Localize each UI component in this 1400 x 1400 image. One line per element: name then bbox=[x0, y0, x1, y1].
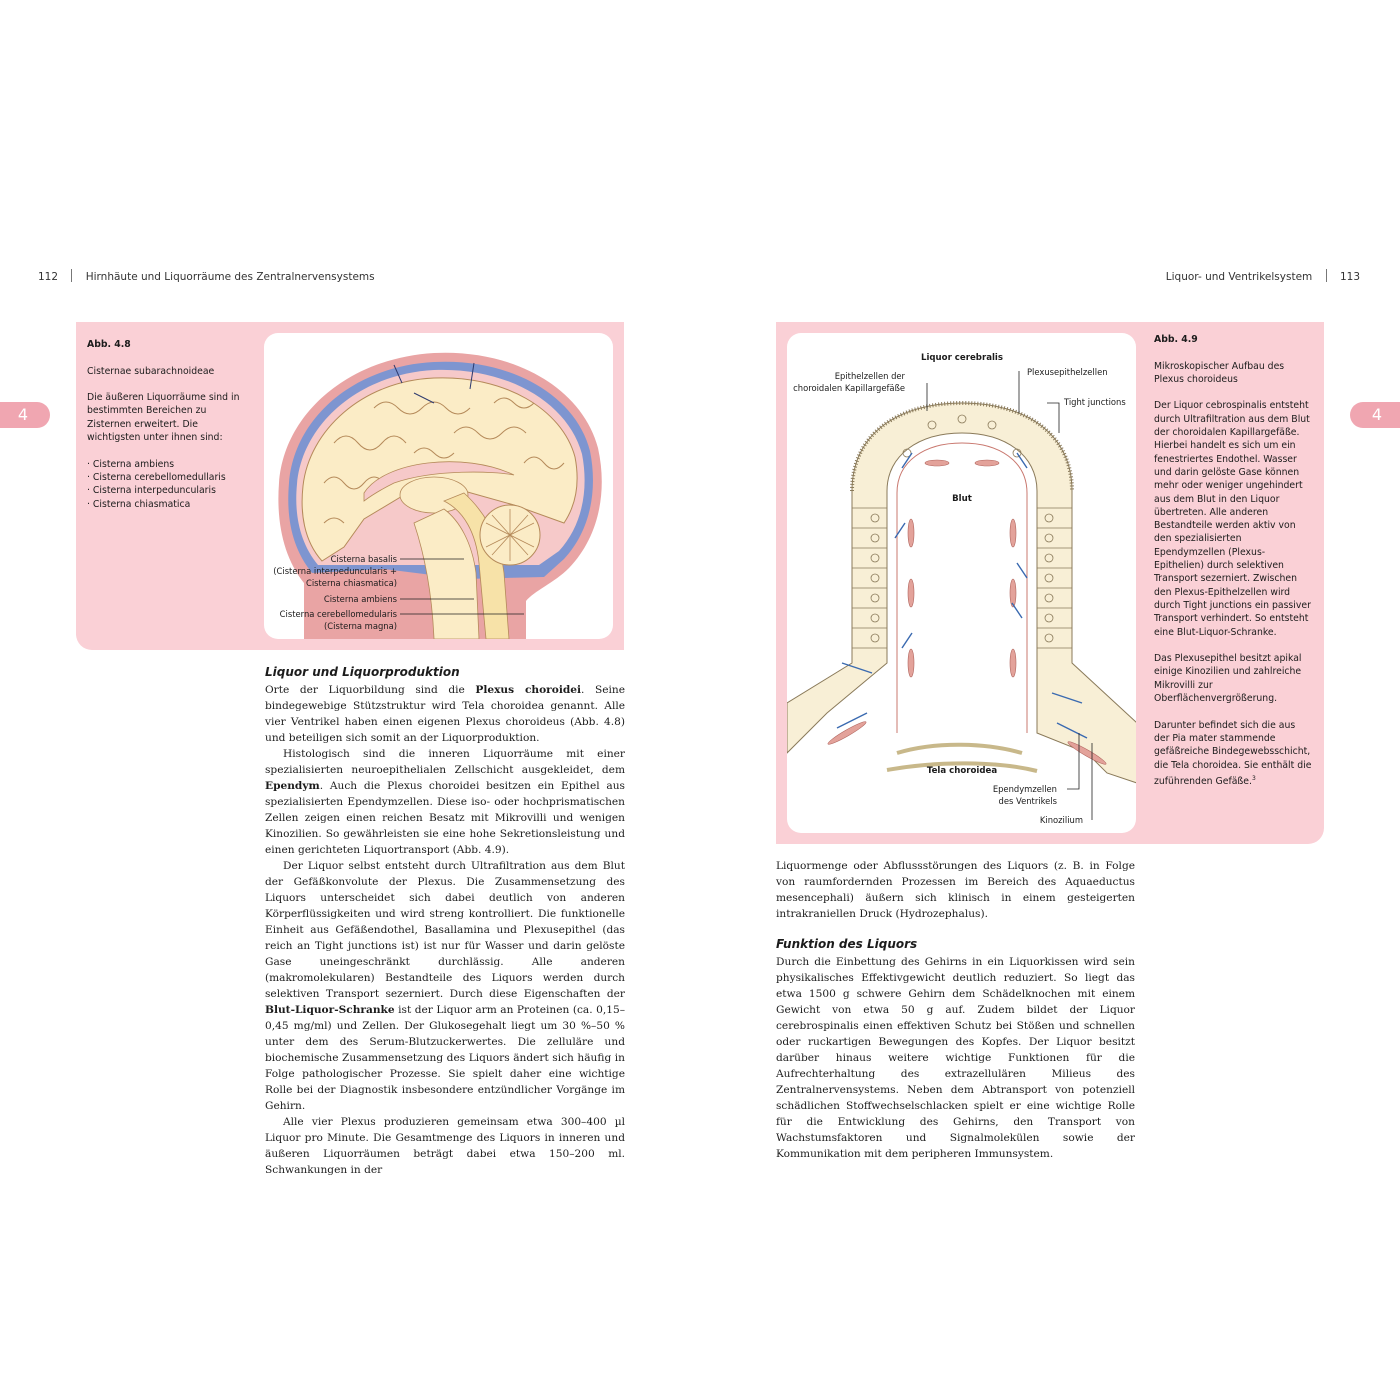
figure-title: Cisternae subarachnoideae bbox=[87, 365, 215, 377]
text-run: Der Liquor selbst entsteht durch Ultrafiltration aus dem Blut der Gefäßkonvolute der Plexus. Die Zusammensetzung des Liquors unterscheidet sich dabei deutlich von anderen Körperflüssigkeiten und wird streng kontrolliert. Die funktionelle Einheit aus Gefäßendothel, Basallamina und Plexusepithel (das reich an Tight junctions ist) ist nur für Wasser und darin gelöste Gase uneingeschränkt durchlässig. Alle anderen (makromolekularen) Bestandteile des Liquors werden durch selektiven Transport sezerniert. Durch diese Eigenschaften der bbox=[265, 860, 625, 1000]
header-title-right: Liquor- und Ventrikelsystem bbox=[1165, 271, 1313, 283]
figure-4-9-box bbox=[776, 322, 1324, 844]
label-kinozilium: Kinozilium bbox=[1039, 815, 1083, 825]
chapter-tab-right: 4 bbox=[1350, 402, 1400, 428]
paragraph: Durch die Einbettung des Gehirns in ein Liquorkissen wird sein physikalisches Effektivgewicht deutlich reduziert. So liegt das etwa 1500 g schwere Gehirn dem Schädelknochen mit einem Gewicht von etwa 50 g auf. Zudem bildet der Liquor cerebrospinalis einen effektiven Schutz bei Stößen und schnellen oder ruckartigen Bewegungen des Kopfes. Der Liquor besitzt darüber hinaus weitere wichtige Funktionen für die Aufrechterhaltung des extrazellulären Milieus des Zentralnervensystems. Neben dem Abtransport von potenziell schädlichen Stoffwechselschlacken spielt er eine wichtige Rolle für die Entwicklung des Gehirns, den Transport von Wachstumsfaktoren und Signalmolekülen sowie der Kommunikation mit dem peripheren Immunsystem. bbox=[776, 956, 1135, 1160]
list-item: · Cisterna cerebellomedullaris bbox=[87, 471, 249, 484]
caption-paragraph: Das Plexusepithel besitzt apikal einige Kinozilien und zahlreiche Mikrovilli zur Oberflächenvergrößerung. bbox=[1154, 653, 1302, 705]
text-run: . Auch die Plexus choroidei besitzen ein Epithel aus spezialisierten Ependymzellen. Diese iso- oder hochprismatischen Zellen zeigen einen reichen Besatz mit Mikrovilli und wenigen Kinozilien. So gewährleisten sie eine hohe Sekretionsleistung und einen gerichteten Liquortransport (Abb. 4.9). bbox=[265, 780, 625, 856]
text-run: . Seine bindegewebige Stützstruktur wird Tela choroidea genannt. Alle vier Ventrikel haben einen eigenen Plexus choroideus (Abb. 4.8) und beteiligen sich somit an der Liquorproduktion. bbox=[265, 684, 625, 744]
list-item: · Cisterna ambiens bbox=[87, 458, 249, 471]
list-item: · Cisterna chiasmatica bbox=[87, 498, 249, 511]
label-epithelzellen-2: choroidalen Kapillargefäße bbox=[793, 383, 905, 393]
label-cisterna-basalis-3: Cisterna chiasmatica) bbox=[305, 578, 397, 588]
term-blut-liquor-schranke: Blut-Liquor-Schranke bbox=[265, 1004, 395, 1016]
label-cisterna-magna: (Cisterna magna) bbox=[324, 621, 397, 631]
label-liquor-cerebralis: Liquor cerebralis bbox=[920, 353, 1004, 363]
paragraph: Alle vier Plexus produzieren gemeinsam etwa 300–400 µl Liquor pro Minute. Die Gesamtmenge des Liquors in inneren und äußeren Liquorräumen beträgt dabei etwa 150–200 ml. Schwankungen in der bbox=[265, 1116, 625, 1176]
header-title-left: Hirnhäute und Liquorräume des Zentralnervensystems bbox=[85, 271, 375, 283]
running-header-right bbox=[1166, 269, 1360, 283]
section-heading-liquorproduktion: Liquor und Liquorproduktion bbox=[265, 665, 460, 679]
label-cisterna-basalis-2: (Cisterna interpeduncularis + bbox=[273, 566, 397, 576]
figure-4-9-caption bbox=[1154, 333, 1312, 801]
label-cisterna-ambiens: Cisterna ambiens bbox=[323, 594, 397, 604]
left-body-text bbox=[265, 682, 625, 1178]
figure-intro: Die äußeren Liquorräume sind in bestimmten Bereichen zu Zisternen erweitert. Die wichtigsten unter ihnen sind: bbox=[87, 392, 240, 444]
cisterna-list bbox=[87, 458, 249, 511]
text-run: Orte der Liquorbildung sind die bbox=[265, 684, 476, 696]
label-blut: Blut bbox=[952, 494, 972, 504]
figure-4-8-caption bbox=[87, 338, 249, 511]
text-run: Histologisch sind die inneren Liquorräume mit einer spezialisierten neuroepithelialen Zellschicht ausgekleidet, dem bbox=[265, 748, 625, 776]
plexus-illustration-card bbox=[787, 333, 1136, 833]
chapter-tab-left: 4 bbox=[0, 402, 50, 428]
paragraph: Liquormenge oder Abflussstörungen des Liquors (z. B. in Folge von raumfordernden Prozessen im Bereich des Aquaeductus mesencephali) äußern sich klinisch in einem gesteigerten intrakraniellen Druck (Hydrozephalus). bbox=[776, 860, 1135, 920]
brain-illustration-card bbox=[264, 333, 613, 639]
paragraph bbox=[265, 746, 625, 858]
label-epithelzellen: Epithelzellen der bbox=[834, 371, 905, 381]
label-cisterna-cerebellomedularis: Cisterna cerebellomedularis bbox=[279, 609, 397, 619]
figure-4-8-box bbox=[76, 322, 624, 650]
running-header-left bbox=[38, 269, 375, 283]
label-cisterna-basalis: Cisterna basalis bbox=[330, 554, 397, 564]
label-plexusepithelzellen: Plexusepithelzellen bbox=[1027, 367, 1108, 377]
caption-paragraph bbox=[1154, 719, 1312, 789]
label-tela-choroidea: Tela choroidea bbox=[926, 766, 998, 776]
text-run: Darunter befindet sich die aus der Pia mater stammende gefäßreiche Bindegewebsschicht, die Tela choroidea. Sie enthält die zuführenden Gefäße. bbox=[1154, 719, 1312, 787]
page-number-left: 112 bbox=[38, 271, 59, 283]
caption-paragraph: Der Liquor cebrospinalis entsteht durch Ultrafiltration aus dem Blut der choroidalen Kapillargefäße. Hierbei handelt es sich um ein fenestriertes Endothel. Wasser und darin gelöste Gase können mehr oder weniger ungehindert aus dem Blut in den Liquor übertreten. Alle anderen Bestandteile werden aktiv von den spezialisierten Ependymzellen (Plexus-Epithelien) durch selektiven Transport sezerniert. Zwischen den Plexus-Epithelzellen wird durch Tight junctions ein passiver Transport verhindert. So entsteht eine Blut-Liquor-Schranke. bbox=[1154, 400, 1311, 638]
label-ependymzellen-2: des Ventrikels bbox=[998, 796, 1057, 806]
plexus-choroideus-illustration bbox=[787, 333, 1136, 833]
label-tight-junctions: Tight junctions bbox=[1064, 397, 1126, 407]
paragraph bbox=[265, 682, 625, 746]
right-body-text-top bbox=[776, 858, 1135, 922]
list-item: · Cisterna interpeduncularis bbox=[87, 484, 249, 497]
page-number-right: 113 bbox=[1339, 271, 1360, 283]
paragraph bbox=[265, 858, 625, 1114]
right-body-text bbox=[776, 954, 1135, 1162]
figure-number: Abb. 4.9 bbox=[1154, 334, 1198, 345]
term-ependym: Ependym bbox=[265, 780, 320, 792]
text-run: ist der Liquor arm an Proteinen (ca. 0,15–0,45 mg/ml) und Zellen. Der Glukosegehalt liegt um 30 %–50 % unter dem des Serum-Blutzuckerwertes. Die zelluläre und biochemische Zusammensetzung des Liquors ändert sich häufig in Folge pathologischer Prozesse. Sie spielt daher eine wichtige Rolle bei der Diagnostik insbesondere entzündlicher Vorgänge im Gehirn. bbox=[265, 1004, 625, 1112]
label-ependymzellen: Ependymzellen bbox=[992, 784, 1057, 794]
term-plexus-choroidei: Plexus choroidei bbox=[475, 684, 582, 696]
footnote-mark: 3 bbox=[1251, 774, 1256, 782]
brain-sagittal-illustration bbox=[264, 333, 613, 639]
figure-title: Mikroskopischer Aufbau des Plexus choroideus bbox=[1154, 360, 1285, 385]
section-heading-funktion: Funktion des Liquors bbox=[776, 937, 918, 951]
figure-number: Abb. 4.8 bbox=[87, 339, 131, 350]
